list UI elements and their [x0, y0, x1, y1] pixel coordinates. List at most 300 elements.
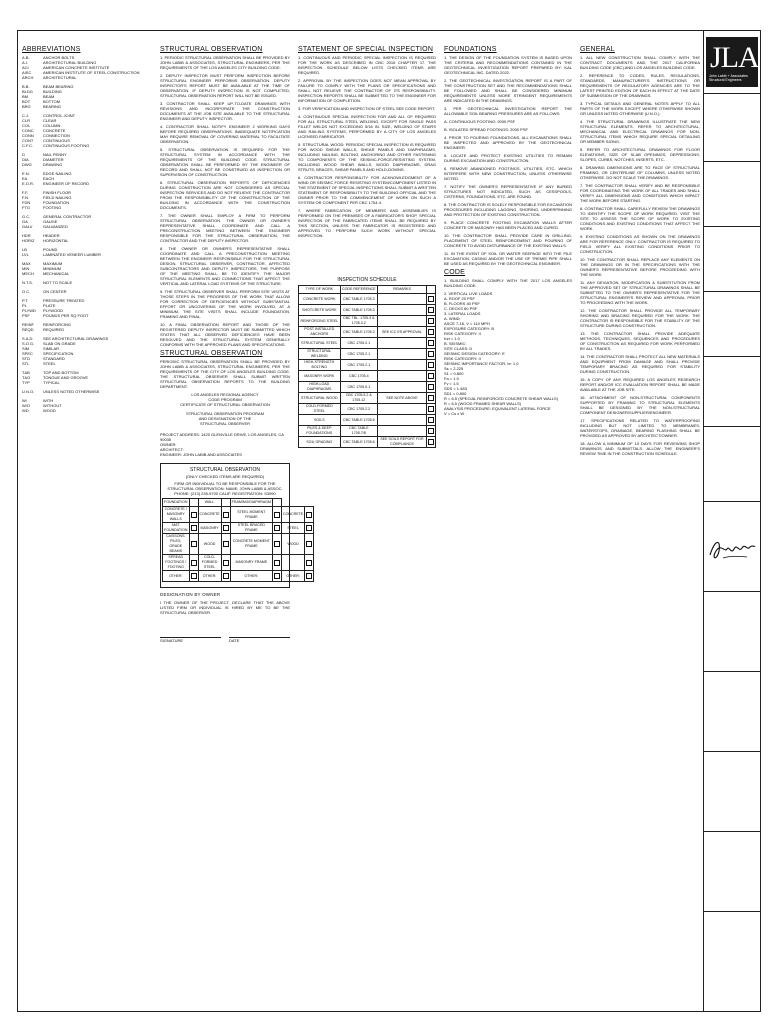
table-cell: WOOD	[198, 534, 221, 555]
abbreviation-key: P.T.	[22, 298, 29, 303]
special-inspection-heading: STATEMENT OF SPECIAL INSPECTION	[298, 46, 434, 53]
abbreviation-value: CONTINUOUS FOOTING	[43, 143, 90, 148]
foundation-note: 8. THE CONTRACTOR IS SOLELY RESPONSIBLE FOR EXCAVATION PROCEDURES INCLUDING LAGGING, SHORING, UNDERPINNING AND PROTECTION OF EXISTING CONSTRUCTION.	[444, 202, 572, 217]
schedule-cell: PILES & DEEP FOUNDATIONS	[299, 426, 341, 437]
code-line: C. DECKS 60 PSF	[444, 306, 478, 311]
checkbox-cell[interactable]	[273, 507, 282, 523]
checkbox-cell[interactable]	[426, 404, 435, 415]
table-cell: OTHER:	[163, 571, 190, 582]
schedule-cell: CBC 1705.5.2 & 1705.12	[340, 393, 377, 404]
structural-observation-note: 9. THE STRUCTURAL OBSERVER SHALL PERFORM SITE VISITS AT THOSE STEPS IN THE PROGRESS OF THE WORK THAT ALLOW FOR CORRECTION OF DEFICIENCIES WITHOUT SUBSTANTIAL EFFORT OR UNCOVERING OF THE WORK INVOLVED. AT A MINIMUM, THE SITE VISITS SHALL INCLUDE FOUNDATION, FRAMING AND FINAL.	[160, 289, 290, 319]
abbreviation-key: F.F.	[22, 190, 29, 195]
abbreviation-key: FTG	[22, 205, 30, 210]
table-cell: MASONRY FRAME	[230, 555, 272, 571]
abbreviation-key: WD	[22, 408, 29, 413]
schedule-cell	[377, 349, 426, 360]
schedule-cell: CBC TABLE 1705.6	[340, 415, 377, 426]
abbreviation-value: ARCHITECTURAL	[43, 75, 77, 80]
schedule-cell	[377, 305, 426, 316]
project-info-block	[160, 432, 290, 457]
abbreviation-value: PLYWOOD	[43, 308, 64, 313]
schedule-cell: HIGH-LOAD DIAPHRAGMS	[299, 382, 341, 393]
abbreviation-key: MAX	[22, 261, 31, 266]
schedule-cell: SEE SOILS REPORT FOR COMPLIANCE	[377, 437, 426, 448]
table-row	[163, 571, 314, 582]
structural-observation-notes	[160, 55, 290, 347]
checkbox-icon	[191, 512, 197, 518]
abbreviation-value: MINIMUM	[43, 266, 61, 271]
checkbox-icon	[428, 417, 434, 423]
table-header-cell	[273, 499, 282, 507]
schedule-cell: STRUCTURAL WOOD	[299, 393, 341, 404]
foundation-note: 3. PER GEOTECHNICAL INVESTIGATION REPORT THE ALLOWABLE SOIL BEARING PRESSURES ARE AS FOLLOWS:	[444, 106, 572, 116]
general-note: 7. THE CONTRACTOR SHALL VERIFY AND BE RESPONSIBLE FOR COORDINATING THE WORK OF ALL TRADES AND SHALL VERIFY ALL DIMENSIONS AND CONDITIONS WHICH IMPACT THE WORK BEFORE STARTING.	[580, 183, 700, 203]
schedule-cell: POST INSTALLED ANCHORS	[299, 327, 341, 338]
abbreviation-value: SPECIFICATION	[43, 351, 74, 356]
abbreviation-key: U.N.O.	[22, 389, 35, 394]
table-cell: COLD-FORMED STEEL	[198, 555, 221, 571]
checkbox-icon	[428, 428, 434, 434]
abbreviation-value: STANDARD	[43, 356, 65, 361]
general-heading: GENERAL	[580, 46, 615, 53]
checkbox-cell[interactable]	[189, 571, 198, 582]
checkbox-cell[interactable]	[221, 571, 230, 582]
special-inspection-note: 4. CONTINUOUS SPECIAL INSPECTION FOR AND ALL OF REQUIRED FOR ALL STRUCTURAL STEEL WELDING, EXCEPT FOR SINGLE PASS FILLET WELDS NOT EXCEEDING 5/16 IN. SIZE, WELDING OF STAIRS AND RAILING SYSTEMS, PERFORMED BY A CITY OF LOS ANGELES LICENSED FABRICATOR.	[298, 114, 436, 139]
schedule-row	[299, 349, 436, 360]
general-note: 18. ALLOW A MINIMUM OF 10 DAYS FOR REVIEWING SHOP DRAWINGS AND SUBMITTALS. ALLOW THE ENGINEER'S REVIEW TIME IN THE CONSTRUCTION SCHEDULE.	[580, 441, 700, 456]
drawing-sheet	[17, 30, 761, 1012]
checkbox-icon	[191, 525, 197, 531]
schedule-header-cell	[426, 286, 435, 294]
table-cell: STEEL BRACED FRAME	[230, 523, 272, 534]
abbreviation-key: T&G	[22, 375, 31, 380]
code-line: SDS = 1.483	[444, 386, 467, 391]
abbreviation-value: DRAWING	[43, 162, 63, 167]
general-note: 3. TYPICAL DETAILS AND GENERAL NOTES APPLY TO ALL PARTS OF THE WORK EXCEPT WHERE OTHERWISE SHOWN OR UNLESS NOTED OTHERWISE (U.N.O.).	[580, 101, 700, 116]
code-line: A. ROOF 20 PSF	[444, 296, 475, 301]
checkbox-icon	[428, 329, 434, 335]
table-row	[163, 534, 314, 555]
abbreviation-key: TYP	[22, 380, 30, 385]
checkbox-icon	[191, 560, 197, 566]
abbreviation-value: NAIL PENNY	[43, 152, 67, 157]
structural-observation-heading: STRUCTURAL OBSERVATION	[160, 46, 263, 53]
code-note: 1. BUILDING SHALL COMPLY WITH THE 2017 LOS ANGELES BUILDING CODE.	[444, 278, 572, 288]
inspection-schedule-table	[298, 285, 436, 448]
foundation-note: 9. PLACE CONCRETE FOOTING EXCAVATION WALLS AFTER CONCRETE OR MASONRY HAS BEEN PLACED AND CURED.	[444, 220, 572, 230]
checkbox-cell[interactable]	[426, 371, 435, 382]
checkbox-icon	[428, 307, 434, 313]
checkbox-icon	[428, 351, 434, 357]
abbreviation-value: MECHANICAL	[43, 271, 70, 276]
schedule-cell: CBC TABLE 1705.6	[340, 437, 377, 448]
checkbox-cell[interactable]	[426, 360, 435, 371]
foundations-notes	[444, 55, 572, 266]
abbreviation-value: WOOD	[43, 408, 56, 413]
abbreviation-value: CONTINUOUS	[43, 138, 70, 143]
checkbox-cell[interactable]	[273, 571, 282, 582]
abbreviation-value: REINFORCING	[43, 322, 71, 327]
checkbox-icon	[191, 541, 197, 547]
abbreviation-value: AMERICAN CONCRETE INSTITUTE	[43, 65, 110, 70]
structural-observation-form-heading: STRUCTURAL OBSERVATION	[160, 350, 263, 357]
project-line: ENGINEER: JOHN LABIB AND ASSOCIATES	[160, 452, 242, 457]
abbreviation-key: B.B.	[22, 84, 30, 89]
checkbox-cell[interactable]	[426, 305, 435, 316]
project-line: ARCHITECT:	[160, 447, 184, 452]
checkbox-cell[interactable]	[189, 523, 198, 534]
project-line: PROJECT ADDRESS: 1420 GLENVILLE DRIVE, LOS ANGELES, CA 90035	[160, 432, 284, 442]
abbreviation-key: AISC	[22, 70, 32, 75]
foundation-note: 10. THE CONTRACTOR SHALL PROVIDE CARE IN DRILLING, PLACEMENT OF STEEL REINFORCEMENT AND POURING OF CONCRETE TO AVOID DISTURBANCE OF THE EXISTING WALLS.	[444, 233, 572, 248]
structural-observation-table-box	[160, 463, 304, 588]
checkbox-cell[interactable]	[426, 294, 435, 305]
checkbox-icon	[428, 373, 434, 379]
structural-observation-table-note: FIRM OR INDIVIDUAL TO BE RESPONSIBLE FOR THE STRUCTURAL OBSERVATION: NAME: JOHN LABIB & ASSOC. PHONE: (213) 239-9700 CALIF. REGISTRATION: S3990	[167, 481, 283, 496]
general-note: 15. A COPY OF ANY REQUIRED LOS ANGELES RESEARCH REPORT AND/OR ICC EVALUATION REPORT SHALL BE MADE AVAILABLE AT THE JOB SITE.	[580, 377, 700, 392]
structural-observation-note: 6. STRUCTURAL OBSERVATION REPORTS OF DEFICIENCIES DURING CONSTRUCTION ARE NOT CONSIDERED AS SPECIAL INSPECTION SERVICES AND DO NOT RELIEVE THE CONTRACTOR FROM THE RESPONSIBILITY OF THE CONSTRUCTION OF THE BUILDING IN ACCORDANCE WITH THE CONSTRUCTION DOCUMENTS.	[160, 180, 290, 210]
abbreviation-value: BUILDING	[43, 89, 62, 94]
general-note: 12. THE CONTRACTOR SHALL PROVIDE ALL TEMPORARY SHORING AND BRACING REQUIRED FOR THE WORK. THE CONTRACTOR IS RESPONSIBLE FOR THE STABILITY OF THE STRUCTURE DURING CONSTRUCTION.	[580, 308, 700, 328]
agency-line: LOS ANGELES REGIONAL AGENCY	[191, 392, 259, 397]
schedule-cell	[377, 294, 426, 305]
schedule-cell: SEE ICC ES APPROVAL	[377, 327, 426, 338]
table-header-cell: FOUNDATION	[163, 499, 190, 507]
structural-observation-note: 4. CONTRACTOR SHALL NOTIFY ENGINEER 2 WORKING DAYS BEFORE REQUIRED OBSERVATIONS. INADEQUATE NOTIFICATION MAY REQUIRE REMOVAL OF COVERING MATERIAL TO FACILITATE OBSERVATION.	[160, 124, 290, 144]
schedule-cell	[377, 426, 426, 437]
checkbox-cell[interactable]	[221, 523, 230, 534]
special-inspection-column	[298, 43, 436, 993]
structural-observation-form-text: PERIODIC STRUCTURAL OBSERVATION SHALL BE PROVIDED BY JOHN LABIB & ASSOCIATES, STRUCTURAL ENGINEERS, PER THE REQUIREMENTS OF THE CITY OF LOS ANGELES BUILDING CODE. THE STRUCTURAL OBSERVER SHALL SUBMIT WRITTEN STRUCTURAL OBSERVATION REPORTS TO THE BUILDING DEPARTMENT.	[160, 359, 290, 389]
checkbox-icon	[428, 296, 434, 302]
abbreviation-value: FINISH FLOOR	[43, 190, 72, 195]
structural-observation-note: 8. THE OWNER OR OWNER'S REPRESENTATIVE SHALL COORDINATE AND CALL A PRECONSTRUCTION MEETING BETWEEN THE ENGINEER RESPONSIBLE FOR THE STRUCTURAL DESIGN, STRUCTURAL OBSERVER, CONTRACTOR, AFFECTED SUBCONTRACTORS AND DEPUTY INSPECTORS. THE PURPOSE OF THE MEETING SHALL BE TO IDENTIFY THE MAJOR STRUCTURAL ELEMENTS AND CONNECTIONS THAT AFFECT THE VERTICAL AND LATERAL LOAD SYSTEMS OF THE STRUCTURE.	[160, 246, 290, 286]
foundation-note: 5. LOCATE AND PROTECT EXISTING UTILITIES TO REMAIN DURING EXCAVATION AND CONSTRUCTION.	[444, 153, 572, 163]
table-header-cell	[221, 499, 230, 507]
schedule-row	[299, 327, 436, 338]
abbreviation-key: CLR	[22, 118, 31, 123]
general-note: 1. ALL NEW CONSTRUCTION SHALL COMPLY WITH THE CONTRACT DOCUMENTS AND THE 2017 CALIFORNIA BUILDING CODE (CBC) AND LOS ANGELES BUILDING CODE.	[580, 55, 700, 70]
schedule-row	[299, 393, 436, 404]
schedule-row	[299, 338, 436, 349]
abbreviation-value: HEADER	[43, 233, 60, 238]
abbreviation-key: CONT	[22, 138, 34, 143]
abbreviation-key: BM	[22, 94, 28, 99]
foundation-note: B. ISOLATED SPREAD FOOTINGS: 2000 PSF	[444, 127, 528, 132]
checkbox-cell[interactable]	[426, 393, 435, 404]
schedule-cell: COLD-FORMED STEEL	[299, 404, 341, 415]
code-line: Fa = 1.0	[444, 376, 459, 381]
general-note: 11. ANY DEVIATION, MODIFICATION & SUBSTITUTION FROM THE APPROVED SET OF STRUCTURAL DRAWINGS SHALL BE SUBMITTED TO THE OWNER'S REPRESENTATIVE FOR THE STRUCTURAL ENGINEER'S REVIEW AND APPROVAL PRIOR TO PROCEEDING WITH THE WORK.	[580, 280, 700, 305]
structural-observation-column	[160, 43, 304, 993]
schedule-cell	[377, 404, 426, 415]
schedule-cell	[377, 415, 426, 426]
abbreviation-key: PLYWD	[22, 308, 36, 313]
program-line: AND DESIGNATION OF THE	[198, 416, 252, 421]
abbreviations-list	[22, 55, 152, 413]
schedule-row	[299, 305, 436, 316]
abbreviation-value: UNLESS NOTED OTHERWISE	[43, 389, 100, 394]
table-header-cell: WALL	[198, 499, 221, 507]
checkbox-cell[interactable]	[221, 534, 230, 555]
schedule-row	[299, 404, 436, 415]
checkbox-cell[interactable]	[426, 327, 435, 338]
schedule-cell: CBC TBL. 1705.3 & 1705.3.2	[340, 316, 377, 327]
abbreviation-value: CONTROL JOINT	[43, 113, 76, 118]
abbreviation-value: GAUGE	[43, 219, 58, 224]
abbreviation-key: BOT	[22, 99, 31, 104]
abbreviation-value: FOOTING	[43, 205, 62, 210]
schedule-cell: CBC 1705.2.2	[340, 404, 377, 415]
abbreviation-key: PSF	[22, 313, 30, 318]
code-heading: CODE	[444, 269, 466, 276]
abbreviation-value: EACH	[43, 176, 55, 181]
abbreviation-key: F.N.	[22, 195, 30, 200]
table-cell: SPREAD FOOTINGS / FOOTING	[163, 555, 190, 571]
engineer-signature-icon	[707, 529, 757, 569]
abbreviation-value: DIAMETER	[43, 157, 64, 162]
abbreviation-value: BEARING	[43, 104, 62, 109]
schedule-cell: SOILS	[299, 415, 341, 426]
abbreviation-value: PLATE	[43, 303, 56, 308]
code-line: SEISMIC DESIGN CATEGORY: E	[444, 351, 505, 356]
signature-label: SIGNATURE	[160, 638, 184, 643]
abbreviation-value: LAMINATED VENEER LUMBER	[43, 252, 101, 257]
schedule-row	[299, 415, 436, 426]
abbreviation-key: DWG	[22, 162, 32, 167]
structural-observation-note: 10. A FINAL OBSERVATION REPORT AND THOSE OF THE REGISTERED DEPUTY INSPECTOR MUST BE SUBMITTED WHICH STATES THAT ALL OBSERVED DEFICIENCIES HAVE BEEN RESOLVED AND THE STRUCTURAL SYSTEM GENERALLY CONFORMS WITH THE APPROVED PLANS AND SPECIFICATIONS.	[160, 322, 290, 347]
special-inspection-note: 5. STRUCTURAL WOOD: PERIODIC SPECIAL INSPECTION IS REQUIRED FOR WOOD SHEAR WALLS, SHEAR PANELS AND DIAPHRAGMS, INCLUDING NAILING, BOLTING, ANCHORING AND OTHER FASTENING TO COMPONENTS OF THE SEISMIC-FORCE-RESISTING SYSTEM, INCLUDING WOOD SHEAR WALLS, WOOD DIAPHRAGMS, DRAG STRUTS, BRACES, SHEAR PANELS AND HOLD-DOWNS.	[298, 142, 436, 172]
table-cell: CONCRETE	[282, 507, 305, 523]
checkbox-cell[interactable]	[426, 437, 435, 448]
schedule-cell: CONCRETE WORK	[299, 294, 341, 305]
general-note: 2. REFERENCE TO CODES, RULES, REGULATIONS, STANDARDS, MANUFACTURER'S INSTRUCTIONS OR REQUIREMENTS OF REGULATORY AGENCIES ARE TO THE LATEST PRINTED EDITION OF EACH IN EFFECT AT THE DATE OF SUBMISSION OF THE DRAWINGS.	[580, 73, 700, 98]
general-note: 10. THE CONTRACTOR SHALL REPLACE ANY ELEMENTS ON THE DRAWINGS OR IN THE SPECIFICATIONS WITH THE OWNER'S REPRESENTATIVE BEFORE PROCEEDING WITH THE WORK.	[580, 257, 700, 277]
code-line: R = 6.5 (SPECIAL REINFORCED CONCRETE SHEAR WALLS)	[444, 396, 559, 401]
checkbox-cell[interactable]	[426, 349, 435, 360]
inspection-schedule-title: INSPECTION SCHEDULE	[337, 277, 397, 283]
abbreviation-value: WITH	[43, 398, 54, 403]
checkbox-cell[interactable]	[426, 426, 435, 437]
checkbox-cell[interactable]	[189, 507, 198, 523]
abbreviation-key: HORIZ	[22, 238, 35, 243]
general-note: 9. EXISTING CONDITIONS AS SHOWN ON THE DRAWINGS ARE FOR REFERENCE ONLY. CONTRACTOR IS REQUIRED TO FIELD VERIFY ALL EXISTING CONDITIONS PRIOR TO CONSTRUCTION.	[580, 234, 700, 254]
checkbox-cell[interactable]	[426, 338, 435, 349]
checkbox-cell[interactable]	[273, 555, 282, 571]
abbreviation-key: EA	[22, 176, 28, 181]
abbreviation-value: ANCHOR BOLTS	[43, 55, 75, 60]
abbreviation-key: E.O.R.	[22, 181, 35, 186]
code-line: B. SEISMIC:	[444, 341, 467, 346]
schedule-cell: CBC 1705.4	[340, 371, 377, 382]
checkbox-icon	[274, 512, 280, 518]
abbreviation-value: GALVANIZED	[43, 224, 68, 229]
checkbox-icon	[274, 541, 280, 547]
abbreviation-value: REQUIRED	[43, 327, 65, 332]
abbreviation-key: GALV	[22, 224, 33, 229]
schedule-row	[299, 294, 436, 305]
checkbox-icon	[428, 340, 434, 346]
abbreviation-key: N.T.S.	[22, 280, 33, 285]
logo-mark: JLA	[710, 41, 759, 74]
abbreviation-key: DIA	[22, 157, 29, 162]
checkbox-icon	[191, 573, 197, 579]
schedule-row	[299, 382, 436, 393]
abbreviation-key: C.F.C.	[22, 143, 34, 148]
date-label: DATE	[229, 638, 240, 643]
table-cell: OTHER:	[198, 571, 221, 582]
schedule-row	[299, 371, 436, 382]
abbreviation-value: TYPICAL	[43, 380, 60, 385]
schedule-row	[299, 426, 436, 437]
signature-row	[160, 629, 290, 643]
abbreviation-value: SEE ARCHITECTURAL DRAWINGS	[43, 336, 109, 341]
firm-logo	[706, 37, 758, 87]
abbreviation-key: REQD	[22, 327, 34, 332]
checkbox-icon	[428, 318, 434, 324]
table-cell: OTHER:	[282, 571, 305, 582]
schedule-cell: CBC 1705.2.1	[340, 349, 377, 360]
abbreviation-value: ON CENTER	[43, 289, 67, 294]
structural-observation-program-block	[160, 411, 290, 426]
general-note: 14. THE CONTRACTOR SHALL PROTECT ALL NEW MATERIALS AND EQUIPMENT FROM DAMAGE AND SHALL PROVIDE TEMPORARY BRACING AS REQUIRED FOR STABILITY DURING CONSTRUCTION.	[580, 354, 700, 374]
schedule-cell: CBC TABLE 1705.3	[340, 294, 377, 305]
abbreviation-key: G.C.	[22, 214, 31, 219]
schedule-cell: CBC TABLE 1705.3	[340, 327, 377, 338]
abbreviation-key: D	[22, 152, 25, 157]
special-inspection-note: 1. CONTINUOUS AND PERIODIC SPECIAL INSPECTION IS REQUIRED FOR THE WORK AS DESCRIBED IN CBC 2016 CHAPTER 17. THE INSPECTION SCHEDULE BELOW LISTS CHECKED ITEMS ARE REQUIRED.	[298, 55, 436, 75]
designation-heading: DESIGNATION BY OWNER	[160, 592, 221, 597]
abbreviation-key: STL	[22, 361, 30, 366]
schedule-cell	[377, 316, 426, 327]
code-line: Kzt = 1.0	[444, 336, 460, 341]
abbreviation-key: S.A.D.	[22, 336, 34, 341]
checkbox-cell[interactable]	[221, 507, 230, 523]
general-note: 8. CONTRACTOR SHALL CAREFULLY REVIEW THE DRAWINGS TO IDENTIFY THE SCOPE OF WORK REQUIRED. VISIT THE SITE TO ASSESS THE SCOPE OF WORK TO EXISTING CONDITIONS AND EXISTING CONDITIONS THAT AFFECT THE WORK.	[580, 206, 700, 231]
special-inspection-note: 3. FOR VERIFICATION AND INSPECTION OF STEEL SEE CODE REPORT.	[298, 106, 436, 111]
abbreviation-key: BRG	[22, 104, 31, 109]
schedule-cell: SHOTCRETE WORK	[299, 305, 341, 316]
code-line: S1 = 0.800	[444, 371, 464, 376]
general-note: 5. REFER TO ARCHITECTURAL DRAWINGS FOR FLOOR ELEVATIONS, SIZE OF SLAB OPENINGS, DEPRESSIONS, SLOPES, CURBS, NOTCHES, INSERTS, ETC.	[580, 147, 700, 162]
foundation-note: 6. REMOVE ABANDONED FOOTINGS, UTILITIES, ETC. WHICH INTERFERE WITH NEW CONSTRUCTION, UNLESS OTHERWISE NOTED.	[444, 166, 572, 181]
structural-observation-note: 7. THE OWNER SHALL EMPLOY A FIRM TO PERFORM STRUCTURAL OBSERVATION. THE OWNER OR OWNER'S REPRESENTATIVE SHALL COORDINATE AND CALL A PRECONSTRUCTION MEETING BETWEEN THE ENGINEER RESPONSIBLE FOR THE STRUCTURAL OBSERVATION, THE CONTRACTOR AND THE DEPUTY INSPECTOR.	[160, 213, 290, 243]
foundations-column	[444, 43, 572, 993]
table-row	[163, 507, 314, 523]
schedule-cell: CBC TABLE 1705.3	[340, 305, 377, 316]
abbreviation-key: ACI	[22, 65, 29, 70]
foundation-note: 7. NOTIFY THE OWNER'S REPRESENTATIVE IF ANY BURIED STRUCTURES NOT INDICATED, SUCH AS CESSPOOLS, CISTERNS, FOUNDATIONS, ETC. ARE FOUND.	[444, 184, 572, 199]
schedule-cell	[377, 371, 426, 382]
table-header-cell	[189, 499, 198, 507]
schedule-row	[299, 360, 436, 371]
foundation-note: 1. THE DESIGN OF THE FOUNDATION SYSTEM IS BASED UPON THE CRITERIA AND RECOMMENDATIONS CONTAINED IN THE GEOTECHNICAL INVESTIGATION REPORT PREPARED BY: KAL GEOTECHNICAL INC. DATED 2022.	[444, 55, 572, 75]
abbreviation-value: HORIZONTAL	[43, 238, 69, 243]
abbreviation-key: STD	[22, 356, 30, 361]
checkbox-cell[interactable]	[189, 555, 198, 571]
schedule-cell: SEE NOTE ABOVE	[377, 393, 426, 404]
special-inspection-note: 6. CONTRACTOR RESPONSIBILITY FOR ACKNOWLEDGMENT OF A WIND OR SEISMIC FORCE RESISTING SYSTEM/COMPONENT LISTED IN THE STATEMENT OF SPECIAL INSPECTIONS SHALL SUBMIT A WRITTEN STATEMENT OF RESPONSIBILITY TO THE BUILDING OFFICIAL AND THE OWNER PRIOR TO THE COMMENCEMENT OF WORK ON SUCH A SYSTEM OR COMPONENT PER CBC 1704.4.	[298, 175, 436, 205]
checkbox-cell[interactable]	[273, 523, 282, 534]
schedule-cell	[377, 382, 426, 393]
abbreviation-key: S.O.G.	[22, 341, 35, 346]
structural-observation-note: 5. STRUCTURAL OBSERVATION IS REQUIRED FOR THE STRUCTURAL SYSTEM IN ACCORDANCE WITH THE REQUIREMENTS OF THE BUILDING CODE. STRUCTURAL OBSERVATION SHALL BE PERFORMED BY THE ENGINEER OF RECORD AND SHALL NOT BE CONSTRUED AS INSPECTION OR SUPERVISION OF CONSTRUCTION.	[160, 147, 290, 177]
schedule-row	[299, 316, 436, 327]
table-cell: CONCRETE MOMENT FRAME	[230, 534, 272, 555]
abbreviation-value: FOUNDATION	[43, 200, 70, 205]
code-line: R = 6.5 (WOOD FRAMED SHEAR WALLS)	[444, 401, 522, 406]
table-cell: MAT FOUNDATION	[164, 523, 188, 532]
foundations-heading: FOUNDATIONS	[444, 46, 497, 53]
checkbox-cell[interactable]	[273, 534, 282, 555]
schedule-cell: STRUCTURAL STEEL	[299, 338, 341, 349]
abbreviation-key: SIM	[22, 346, 30, 351]
schedule-cell: SOIL GRADING	[299, 437, 341, 448]
special-inspection-notes	[298, 55, 436, 238]
schedule-cell: CBC 1705.2.1	[340, 360, 377, 371]
structural-observation-table-subtitle: (ONLY CHECKED ITEMS ARE REQUIRED)	[185, 474, 265, 479]
checkbox-icon	[428, 395, 434, 401]
code-line: B. FLOORS 40 PSF	[444, 301, 480, 306]
checkbox-cell[interactable]	[221, 555, 230, 571]
abbreviation-key: W/O	[22, 403, 30, 408]
checkbox-icon	[274, 525, 280, 531]
schedule-cell: HIGH-STRENGTH BOLTING	[299, 360, 341, 371]
abbreviation-value: CONNECTION	[43, 133, 70, 138]
checkbox-icon	[428, 362, 434, 368]
code-line: RISK CATEGORY: II	[444, 331, 481, 336]
project-line: OWNER:	[160, 442, 177, 447]
general-note: 17. SPECIFICATIONS RELATED TO WATERPROOFING INCLUDING BUT NOT LIMITED TO MEMBRANES, WATERSTOPS, DRAINAGE, BEARING FLASHING SHALL BE PROVIDED AS APPROVED BY ARCHITECT/OWNER.	[580, 418, 700, 438]
schedule-row	[299, 437, 436, 448]
checkbox-cell[interactable]	[426, 316, 435, 327]
schedule-header-cell: REMARKS	[377, 286, 426, 294]
abbreviation-key: PL	[22, 303, 27, 308]
foundation-note: 4. PRIOR TO POURING FOUNDATIONS, ALL EXCAVATIONS SHALL BE INSPECTED AND APPROVED BY THE GEOTECHNICAL ENGINEER.	[444, 135, 572, 150]
table-cell: WOOD	[282, 534, 305, 555]
abbreviation-value: BEAM BEARING	[43, 84, 74, 89]
abbreviation-value: CONCRETE	[43, 128, 66, 133]
abbreviation-key: A.I.	[22, 60, 29, 65]
special-inspection-note: 7. WHERE FABRICATION OF MEMBERS AND ASSEMBLIES IS PERFORMED ON THE PREMISES OF A FABRICATOR'S SHOP, SPECIAL INSPECTION OF THE FABRICATED ITEMS SHALL BE REQUIRED BY THIS SECTION, UNLESS THE FABRICATOR IS REGISTERED AND APPROVED TO PERFORM SUCH WORK WITHOUT SPECIAL INSPECTION.	[298, 208, 436, 238]
abbreviation-key: LB	[22, 247, 27, 252]
structural-observation-note: 2. DEPUTY INSPECTOR MUST PERFORM INSPECTION BEFORE STRUCTURAL ENGINEER PERFORMS OBSERVATION. DEPUTY INSPECTOR'S REPORT MUST BE AVAILABLE AT THE TIME OF OBSERVATION. IF DEPUTY INSPECTION IS NOT COMPLETED, STRUCTURAL OBSERVATION REPORT WILL NOT BE ISSUED.	[160, 73, 290, 98]
abbreviation-value: PRESSURE TREATED	[43, 298, 85, 303]
schedule-cell: CBC 1705.2.1	[340, 338, 377, 349]
abbreviation-value: BEAM	[43, 94, 55, 99]
abbreviation-value: FIELD NAILING	[43, 195, 72, 200]
checkbox-cell[interactable]	[426, 415, 435, 426]
general-notes	[580, 55, 700, 456]
abbreviation-value: AMERICAN INSTITUTE OF STEEL CONSTRUCTION	[43, 70, 140, 75]
structural-observation-note: 3. CONTRACTOR SHALL KEEP UP-TO-DATE DRAWINGS WITH REVISIONS AND INCORPORATE THE CONSTRUCTION DOCUMENTS AT THE JOB SITE AVAILABLE TO THE STRUCTURAL ENGINEER AND DEPUTY INSPECTOR.	[160, 101, 290, 121]
abbreviation-value: POUNDS PER SQ FOOT	[43, 313, 89, 318]
table-row	[163, 523, 314, 534]
table-cell: STEEL MOMENT FRAME	[230, 507, 272, 523]
schedule-cell: REINFORCING STEEL	[299, 316, 341, 327]
structural-observation-table-title: STRUCTURAL OBSERVATION	[189, 467, 261, 473]
general-column	[580, 43, 700, 993]
code-line: SITE CLASS: D	[444, 346, 473, 351]
abbreviation-key: O.C.	[22, 289, 31, 294]
checkbox-cell[interactable]	[426, 382, 435, 393]
abbreviation-key: COL	[22, 123, 31, 128]
general-note: 4. THE STRUCTURAL DRAWINGS ILLUSTRATE THE NEW STRUCTURAL ELEMENTS. REFER TO ARCHITECTURAL, MECHANICAL AND ELECTRICAL DRAWINGS FOR NON-STRUCTURAL ITEMS WHICH REQUIRE SPECIAL DETAILING OR MEMBER SIZING.	[580, 119, 700, 144]
firm-tagline: Structural Engineers	[709, 78, 742, 82]
abbreviation-value: TONGUE AND GROOVE	[43, 375, 89, 380]
abbreviation-value: ARCHITECTURAL BUILDING	[43, 60, 97, 65]
checkbox-cell[interactable]	[189, 534, 198, 555]
